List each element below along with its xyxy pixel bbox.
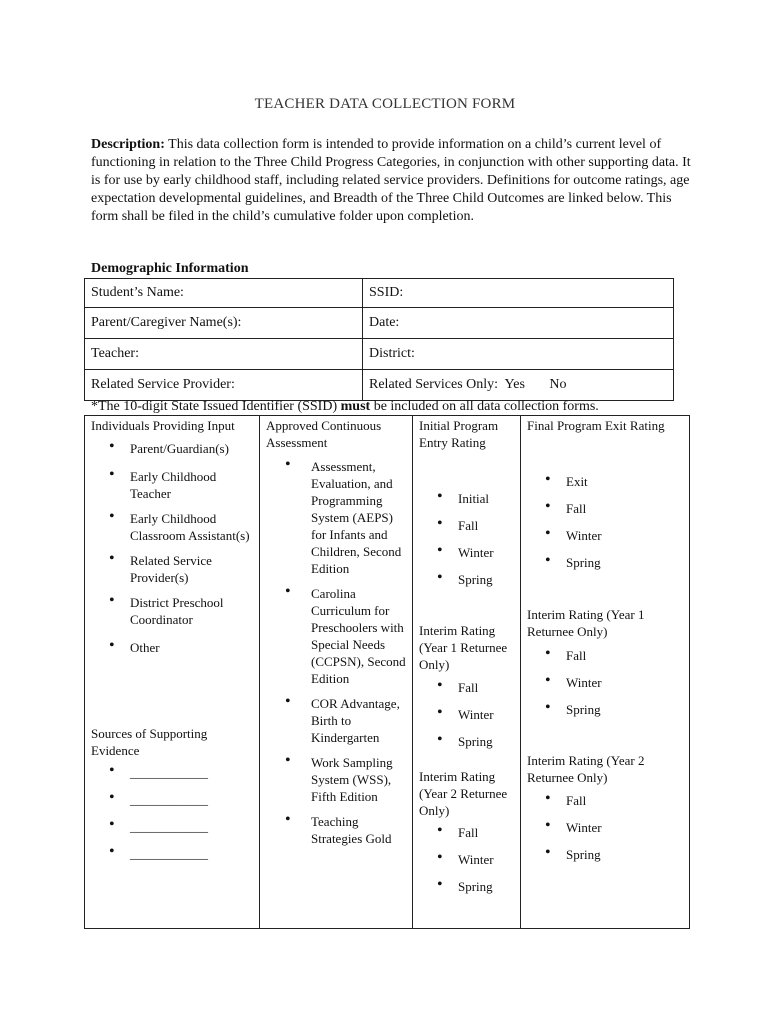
list-item[interactable]: [85, 818, 255, 835]
list-item-label: Other: [130, 640, 160, 655]
ssid-field[interactable]: SSID:: [363, 279, 674, 308]
bullet-icon: •: [437, 704, 443, 721]
table-row: [85, 339, 674, 370]
bullet-icon: •: [109, 762, 115, 779]
list-item[interactable]: [413, 878, 518, 895]
list-item-label: Spring: [566, 847, 601, 862]
demographic-heading: Demographic Information: [91, 261, 249, 276]
list-item-label: Work Sampling System (WSS), Fifth Edition: [311, 755, 393, 804]
table-row: [85, 370, 674, 401]
bullet-icon: •: [545, 844, 551, 861]
bullet-icon: •: [109, 508, 115, 525]
list-item[interactable]: [521, 527, 686, 544]
blank-line[interactable]: ____________: [130, 765, 208, 780]
list-item-label: Exit: [566, 474, 588, 489]
list-item-label: Spring: [566, 555, 601, 570]
col-header: Approved Continuous Assessment: [266, 418, 382, 450]
list-item[interactable]: [521, 819, 686, 836]
list-item-label: Winter: [458, 707, 494, 722]
list-item-label: COR Advantage, Birth to Kindergarten: [311, 696, 400, 745]
list-item-label: Winter: [458, 545, 494, 560]
bullet-icon: •: [109, 637, 115, 654]
bullet-icon: •: [437, 569, 443, 586]
list-item-label: Spring: [458, 734, 493, 749]
list-item-label: Winter: [566, 528, 602, 543]
entry-list: [413, 490, 518, 588]
teacher-field[interactable]: Teacher:: [85, 339, 363, 370]
list-item[interactable]: [521, 647, 686, 664]
bullet-icon: •: [109, 592, 115, 609]
bullet-icon: •: [109, 550, 115, 567]
list-item[interactable]: [85, 510, 255, 544]
list-item[interactable]: [85, 594, 255, 628]
list-item[interactable]: [85, 639, 255, 656]
list-item[interactable]: [260, 695, 410, 746]
sources-heading: Sources of Supporting Evidence: [91, 726, 208, 758]
bullet-icon: •: [109, 843, 115, 860]
col-initial-entry: [413, 416, 521, 928]
parent-caregiver-field[interactable]: Parent/Caregiver Name(s):: [85, 308, 363, 339]
list-item-label: Winter: [458, 852, 494, 867]
bullet-icon: •: [285, 583, 291, 600]
bullet-icon: •: [545, 817, 551, 834]
list-item[interactable]: [85, 791, 255, 808]
bullet-icon: •: [545, 525, 551, 542]
list-item[interactable]: [260, 754, 410, 805]
bullet-icon: •: [109, 466, 115, 483]
list-item-label: Early Childhood Teacher: [130, 469, 217, 501]
list-item[interactable]: [413, 679, 518, 696]
list-item-label: Fall: [566, 793, 587, 808]
list-item-label: Spring: [458, 572, 493, 587]
date-field[interactable]: Date:: [363, 308, 674, 339]
blank-line[interactable]: ____________: [130, 846, 208, 861]
bullet-icon: •: [285, 693, 291, 710]
page-title: TEACHER DATA COLLECTION FORM: [254, 96, 516, 112]
list-item-label: Parent/Guardian(s): [130, 441, 229, 456]
bullet-icon: •: [109, 789, 115, 806]
list-item[interactable]: [413, 824, 518, 841]
col-header: Initial Program Entry Rating: [419, 418, 499, 450]
list-item-label: Fall: [566, 501, 587, 516]
list-item[interactable]: [521, 500, 686, 517]
list-item[interactable]: [521, 554, 686, 571]
list-item[interactable]: [521, 701, 686, 718]
bullet-icon: •: [437, 515, 443, 532]
ssid-note-emphasis: must: [340, 399, 371, 414]
list-item-label: Winter: [566, 820, 602, 835]
list-item[interactable]: [521, 473, 686, 490]
blank-line[interactable]: ____________: [130, 792, 208, 807]
table-row: [85, 308, 674, 339]
bullet-icon: •: [545, 699, 551, 716]
list-item-label: Fall: [458, 518, 479, 533]
interim1-list: [413, 679, 518, 750]
bullet-icon: •: [437, 488, 443, 505]
list-item[interactable]: [521, 792, 686, 809]
list-item[interactable]: [260, 585, 410, 687]
blank-line[interactable]: ____________: [130, 819, 208, 834]
district-field[interactable]: District:: [363, 339, 674, 370]
list-item[interactable]: [85, 440, 255, 457]
list-item[interactable]: [260, 813, 410, 847]
col-assessment: [260, 416, 413, 928]
list-item-label: Related Service Provider(s): [130, 553, 212, 585]
bullet-icon: •: [437, 876, 443, 893]
rating-grid: [84, 415, 690, 929]
list-item[interactable]: [260, 458, 410, 577]
list-item-label: Teaching Strategies Gold: [311, 814, 392, 846]
list-item-label: Fall: [458, 825, 479, 840]
bullet-icon: •: [545, 498, 551, 515]
col-final-exit: [521, 416, 689, 928]
list-item[interactable]: [413, 490, 518, 507]
list-item-label: Winter: [566, 675, 602, 690]
interim2-list: [521, 792, 686, 863]
related-services-only-field[interactable]: Related Services Only: Yes No: [363, 370, 674, 401]
list-item[interactable]: [85, 552, 255, 586]
demographic-table: [84, 278, 674, 401]
bullet-icon: •: [437, 822, 443, 839]
bullet-icon: •: [109, 816, 115, 833]
description-text: This data collection form is intended to provide information on a child’s current level of functioning in relation to the Three Child Progress Categories, in conjunction with other supporting data. It is for use by early childhood staff, including related service providers. Definitions for outcome ratings, age expectation developmental guidelines, and Breadth of the Three Child Outcomes are linked below. This form shall be filed in the child’s cumulative folder upon completion.: [91, 137, 691, 224]
bullet-icon: •: [437, 542, 443, 559]
interim2-heading: Interim Rating (Year 2 Returnee Only): [419, 769, 508, 818]
bullet-icon: •: [109, 438, 115, 455]
bullet-icon: •: [545, 645, 551, 662]
ssid-note-text: *The 10-digit State Issued Identifier (SSID): [91, 399, 341, 414]
bullet-icon: •: [545, 790, 551, 807]
list-item[interactable]: [413, 706, 518, 723]
list-item[interactable]: [413, 851, 518, 868]
interim2-heading: Interim Rating (Year 2 Returnee Only): [527, 753, 645, 785]
description: [91, 136, 691, 226]
list-item[interactable]: [521, 846, 686, 863]
bullet-icon: •: [437, 849, 443, 866]
list-item-label: Initial: [458, 491, 490, 506]
ssid-note-text: be included on all data collection forms.: [370, 399, 599, 414]
list-item[interactable]: [85, 764, 255, 781]
list-item-label: Assessment, Evaluation, and Programming System (AEPS) for Infants and Children, Second Edition: [311, 459, 402, 576]
col-header: Final Program Exit Rating: [527, 418, 665, 433]
bullet-icon: •: [545, 471, 551, 488]
list-item[interactable]: [413, 517, 518, 534]
list-item[interactable]: [85, 468, 255, 502]
list-item-label: Fall: [458, 680, 479, 695]
description-label: Description:: [91, 137, 165, 152]
interim1-heading: Interim Rating (Year 1 Returnee Only): [419, 623, 508, 672]
interim1-heading: Interim Rating (Year 1 Returnee Only): [527, 607, 645, 639]
sources-list: [85, 764, 255, 862]
list-item-label: Fall: [566, 648, 587, 663]
list-item[interactable]: [85, 845, 255, 862]
assessment-list: [260, 458, 410, 847]
bullet-icon: •: [285, 811, 291, 828]
bullet-icon: •: [545, 552, 551, 569]
ssid-note: [91, 399, 599, 415]
related-service-provider-field[interactable]: Related Service Provider:: [85, 370, 363, 401]
col-individuals: [85, 416, 260, 928]
list-item[interactable]: [413, 571, 518, 588]
exit-list: [521, 473, 686, 571]
bullet-icon: •: [285, 456, 291, 473]
individuals-list: [85, 440, 255, 656]
bullet-icon: •: [437, 731, 443, 748]
list-item[interactable]: [413, 544, 518, 561]
student-name-field[interactable]: Student’s Name:: [85, 279, 363, 308]
list-item-label: Carolina Curriculum for Preschoolers with Special Needs (CCPSN), Second Edition: [311, 586, 406, 686]
list-item-label: Spring: [566, 702, 601, 717]
interim1-list: [521, 647, 686, 718]
list-item-label: District Preschool Coordinator: [130, 595, 224, 627]
table-row: [85, 279, 674, 308]
col-header: Individuals Providing Input: [91, 418, 235, 433]
list-item[interactable]: [521, 674, 686, 691]
list-item-label: Early Childhood Classroom Assistant(s): [130, 511, 250, 543]
bullet-icon: •: [545, 672, 551, 689]
list-item[interactable]: [413, 733, 518, 750]
bullet-icon: •: [285, 752, 291, 769]
bullet-icon: •: [437, 677, 443, 694]
interim2-list: [413, 824, 518, 895]
list-item-label: Spring: [458, 879, 493, 894]
